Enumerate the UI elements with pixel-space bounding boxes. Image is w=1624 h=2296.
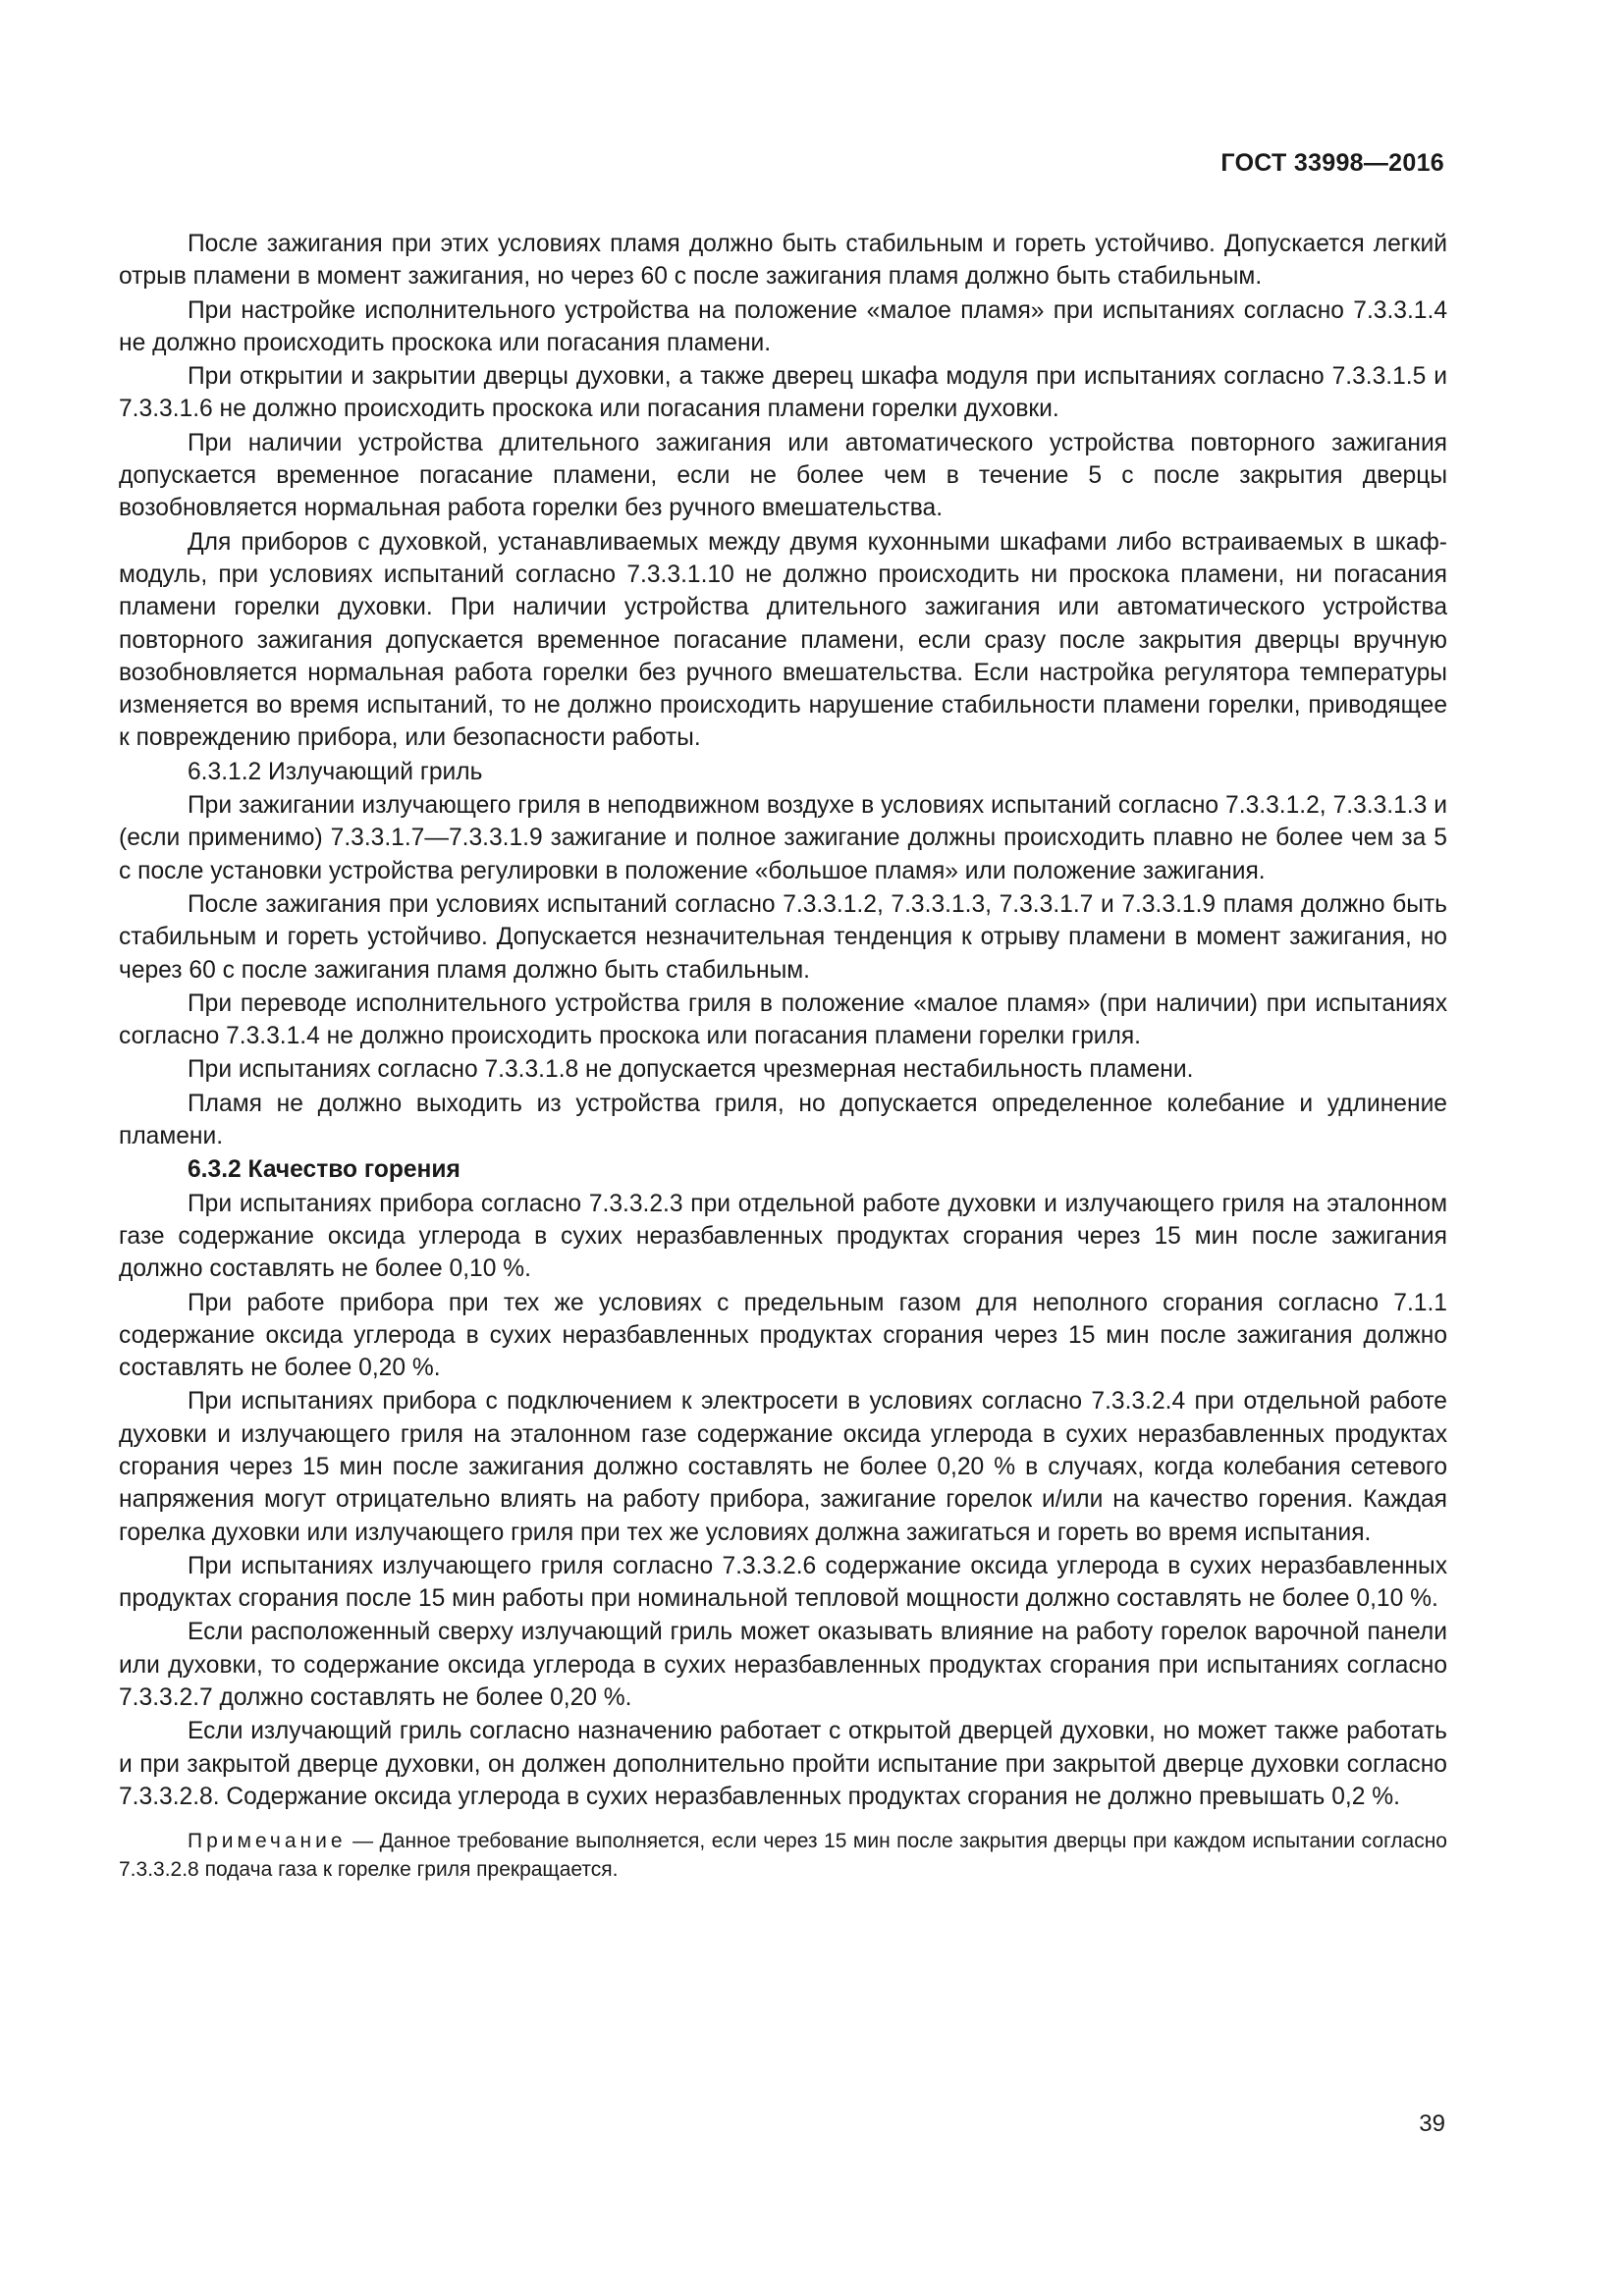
page-number: 39: [1419, 2110, 1445, 2137]
paragraph: При работе прибора при тех же условиях с предельным газом для неполного сгорания согласно 7.1.1 содержание оксида углерода в сухих неразбавленных продуктах сгорания через 15 мин после зажигания должно составлять не более 0,20 %.: [119, 1289, 1447, 1382]
paragraph: При переводе исполнительного устройства гриля в положение «малое пламя» (при наличии) при испытаниях согласно 7.3.3.1.4 не должно происходить проскока или погасания пламени горелки гриля.: [119, 989, 1447, 1050]
paragraph: При открытии и закрытии дверцы духовки, а также дверец шкафа модуля при испытаниях согласно 7.3.3.1.5 и 7.3.3.1.6 не должно происходить проскока или погасания пламени горелки духовки.: [119, 363, 1447, 423]
note-label: Примечание: [188, 1830, 347, 1853]
paragraph: При испытаниях излучающего гриля согласно 7.3.3.2.6 содержание оксида углерода в сухих неразбавленных продуктах сгорания после 15 мин работы при номинальной тепловой мощности должно составлять не более 0,10 %.: [119, 1552, 1447, 1613]
paragraph: После зажигания при этих условиях пламя должно быть стабильным и гореть устойчиво. Допускается легкий отрыв пламени в момент зажигания, но через 60 с после зажигания пламя должно быть стабильным.: [119, 231, 1447, 291]
paragraph: При зажигании излучающего гриля в неподвижном воздухе в условиях испытаний согласно 7.3.3.1.2, 7.3.3.1.3 и (если применимо) 7.3.3.1.7—7.3.3.1.9 зажигание и полное зажигание должны происходить плавно не более чем за 5 с после установки устройства регулировки в положение «большое пламя» или положение зажигания.: [119, 792, 1447, 884]
document-body: [119, 228, 1447, 1885]
paragraph: При настройке исполнительного устройства на положение «малое пламя» при испытаниях согласно 7.3.3.1.4 не должно происходить проскока или погасания пламени.: [119, 296, 1447, 356]
paragraph: При испытаниях прибора с подключением к электросети в условиях согласно 7.3.3.2.4 при отдельной работе духовки и излучающего гриля на эталонном газе содержание оксида углерода в сухих неразбавленных продуктах сгорания через 15 мин после зажигания должно составлять не более 0,20 % в случаях, когда колебания сетевого напряжения могут отрицательно влиять на работу прибора, зажигание горелок и/или на качество горения. Каждая горелка духовки или излучающего гриля при тех же условиях должна зажигаться и гореть во время испытания.: [119, 1388, 1447, 1546]
paragraph: Если расположенный сверху излучающий гриль может оказывать влияние на работу горелок варочной панели или духовки, то содержание оксида углерода в сухих неразбавленных продуктах сгорания при испытаниях согласно 7.3.3.2.7 должно составлять не более 0,20 %.: [119, 1619, 1447, 1712]
paragraph: Для приборов с духовкой, устанавливаемых между двумя кухонными шкафами либо встраиваемых в шкаф-модуль, при условиях испытаний согласно 7.3.3.1.10 не должно происходить ни проскока пламени, ни погасания пламени горелки духовки. При наличии устройства длительного зажигания или автоматического устройства повторного зажигания допускается временное погасание пламени, если сразу после закрытия дверцы вручную возобновляется нормальная работа горелки без ручного вмешательства. Если настройка регулятора температуры изменяется во время испытаний, то не должно происходить нарушение стабильности пламени горелки, приводящее к повреждению прибора, или безопасности работы.: [119, 528, 1447, 752]
document-header: ГОСТ 33998—2016: [1220, 149, 1444, 177]
note-text: — Данное требование выполняется, если через 15 мин после закрытия дверцы при каждом испытании согласно 7.3.3.2.8 подача газа к горелке гриля прекращается.: [119, 1830, 1447, 1882]
section-heading: 6.3.2 Качество горения: [188, 1156, 460, 1184]
paragraph: Если излучающий гриль согласно назначению работает с открытой дверцей духовки, но может также работать и при закрытой дверце духовки, он должен дополнительно пройти испытание при закрытой дверце духовки согласно 7.3.3.2.8. Содержание оксида углерода в сухих неразбавленных продуктах сгорания не должно превышать 0,2 %.: [119, 1718, 1447, 1810]
paragraph: При наличии устройства длительного зажигания или автоматического устройства повторного зажигания допускается временное погасание пламени, если не более чем в течение 5 с после закрытия дверцы возобновляется нормальная работа горелки без ручного вмешательства.: [119, 429, 1447, 522]
paragraph: При испытаниях прибора согласно 7.3.3.2.3 при отдельной работе духовки и излучающего гриля на эталонном газе содержание оксида углерода в сухих неразбавленных продуктах сгорания через 15 мин после зажигания должно составлять не более 0,10 %.: [119, 1190, 1447, 1283]
paragraph: При испытаниях согласно 7.3.3.1.8 не допускается чрезмерная нестабильность пламени.: [188, 1056, 1194, 1084]
section-title: 6.3.1.2 Излучающий гриль: [188, 758, 483, 785]
paragraph: После зажигания при условиях испытаний согласно 7.3.3.1.2, 7.3.3.1.3, 7.3.3.1.7 и 7.3.3.1.9 пламя должно быть стабильным и гореть устойчиво. Допускается незначительная тенденция к отрыву пламени в момент зажигания, но через 60 с после зажигания пламя должно быть стабильным.: [119, 890, 1447, 984]
paragraph: Пламя не должно выходить из устройства гриля, но допускается определенное колебание и удлинение пламени.: [119, 1090, 1447, 1150]
note: [119, 1827, 1447, 1884]
